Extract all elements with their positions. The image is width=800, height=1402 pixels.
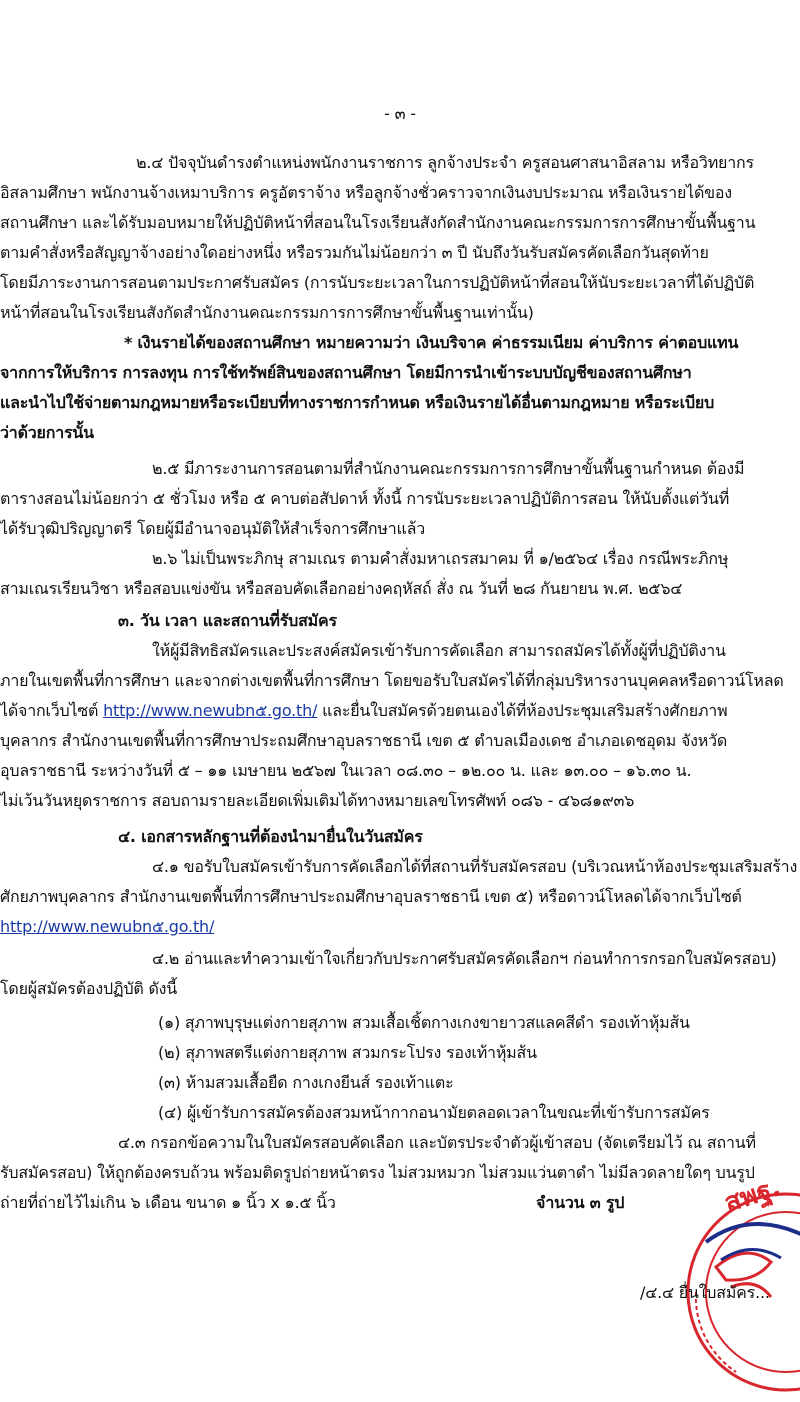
- list-item: (๔) ผู้เข้ารับการสมัครต้องสวมหน้ากากอนามัยตลอดเวลาในขณะที่เข้ารับการสมัคร: [158, 1103, 710, 1122]
- note-line-1: * เงินรายได้ของสถานศึกษา หมายความว่า เงินบริจาค ค่าธรรมเนียม ค่าบริการ ค่าตอบแทน: [124, 333, 739, 352]
- continuation-note: /๔.๔ ยื่นใบสมัคร...: [640, 1283, 770, 1302]
- s3-line-1: ให้ผู้มีสิทธิสมัครและประสงค์สมัครเข้ารับการคัดเลือก สามารถสมัครได้ทั้งผู้ที่ปฏิบัติงาน: [152, 641, 726, 660]
- website-link-2[interactable]: http://www.newubn๕.go.th/: [0, 917, 215, 936]
- s3-line-6: ไม่เว้นวันหยุดราชการ สอบถามรายละเอียดเพิ่มเติมได้ทางหมายเลขโทรศัพท์ ๐๘๖ - ๔๖๘๑๙๓๖: [0, 791, 635, 810]
- s3-line-5: อุบลราชธานี ระหว่างวันที่ ๕ – ๑๑ เมษายน ๒๕๖๗ ในเวลา ๐๘.๓๐ – ๑๒.๐๐ น. และ ๑๓.๐๐ – ๑๖.๓๐ น.: [0, 761, 692, 780]
- p43-line-2: รับสมัครสอบ) ให้ถูกต้องครบถ้วน พร้อมติดรูปถ่ายหน้าตรง ไม่สวมหมวก ไม่สวมแว่นตาดำ ไม่มีลวดลายใดๆ บนรูป: [0, 1163, 755, 1182]
- s3-line-3-post: และยื่นใบสมัครด้วยตนเองได้ที่ห้องประชุมเสริมสร้างศักยภาพ: [317, 701, 728, 720]
- s24-line-3: สถานศึกษา และได้รับมอบหมายให้ปฏิบัติหน้าที่สอนในโรงเรียนสังกัดสำนักงานคณะกรรมการการศึกษาขั้นพื้นฐาน: [0, 213, 756, 232]
- s3-line-3-pre: ได้จากเว็บไซต์: [0, 701, 104, 720]
- p41-line-1: ๔.๑ ขอรับใบสมัครเข้ารับการคัดเลือกได้ที่สถานที่รับสมัครสอบ (บริเวณหน้าห้องประชุมเสริมสร้าง: [152, 857, 798, 876]
- s24-line-5: โดยมีภาระงานการสอนตามประกาศรับสมัคร (การนับระยะเวลาในการปฏิบัติหน้าที่สอนให้นับระยะเวลาที่ได้ปฏิบัติ: [0, 273, 755, 292]
- list-item: (๑) สุภาพบุรุษแต่งกายสุภาพ สวมเสื้อเชิ้ตกางเกงขายาวสแลคสีดำ รองเท้าหุ้มส้น: [158, 1013, 690, 1032]
- s24-line-6: หน้าที่สอนในโรงเรียนสังกัดสำนักงานคณะกรรมการการศึกษาขั้นพื้นฐานเท่านั้น): [0, 303, 534, 322]
- svg-text:สพฐ.: สพฐ.: [720, 1172, 785, 1219]
- note-line-2: จากการให้บริการ การลงทุน การใช้ทรัพย์สินของสถานศึกษา โดยมีการนำเข้าระบบบัญชีของสถานศึกษา: [0, 363, 692, 382]
- p43-line-3: ถ่ายที่ถ่ายไว้ไม่เกิน ๖ เดือน ขนาด ๑ นิ้ว x ๑.๕ นิ้ว: [0, 1193, 336, 1212]
- s24-line-4: ตามคำสั่งหรือสัญญาจ้างอย่างใดอย่างหนึ่ง หรือรวมกันไม่น้อยกว่า ๓ ปี นับถึงวันรับสมัครคัดเลือกวันสุดท้าย: [0, 243, 709, 262]
- s24-line-1: ๒.๔ ปัจจุบันดำรงตำแหน่งพนักงานราชการ ลูกจ้างประจำ ครูสอนศาสนาอิสลาม หรือวิทยากร: [136, 153, 754, 172]
- s24-line-2: อิสลามศึกษา พนักงานจ้างเหมาบริการ ครูอัตราจ้าง หรือลูกจ้างชั่วคราวจากเงินงบประมาณ หรือเงินรายได้ของ: [0, 183, 732, 202]
- p42-line-1: ๔.๒ อ่านและทำความเข้าใจเกี่ยวกับประกาศรับสมัครคัดเลือกฯ ก่อนทำการกรอกใบสมัครสอบ): [152, 949, 777, 968]
- list-item: (๓) ห้ามสวมเสื้อยืด กางเกงยีนส์ รองเท้าแตะ: [158, 1073, 454, 1092]
- note-line-4: ว่าด้วยการนั้น: [0, 423, 94, 442]
- s3-line-2: ภายในเขตพื้นที่การศึกษา และจากต่างเขตพื้นที่การศึกษา โดยขอรับใบสมัครได้ที่กลุ่มบริหารงานบุคคลหรือดาวน์โหลด: [0, 671, 784, 690]
- list-item: (๒) สุภาพสตรีแต่งกายสุภาพ สวมกระโปรง รองเท้าหุ้มส้น: [158, 1043, 537, 1062]
- page-number: - ๓ -: [384, 104, 416, 123]
- s25-line-2: ตารางสอนไม่น้อยกว่า ๕ ชั่วโมง หรือ ๕ คาบต่อสัปดาห์ ทั้งนี้ การนับระยะเวลาปฏิบัติการสอน ให้นับตั้งแต่วันที่: [0, 489, 730, 508]
- section-4-heading: ๔. เอกสารหลักฐานที่ต้องนำมายื่นในวันสมัคร: [118, 827, 423, 846]
- photo-count: จำนวน ๓ รูป: [536, 1193, 625, 1212]
- p43-line-1: ๔.๓ กรอกข้อความในใบสมัครสอบคัดเลือก และบัตรประจำตัวผู้เข้าสอบ (จัดเตรียมไว้ ณ สถานที่: [118, 1133, 756, 1152]
- p41-line-2: ศักยภาพบุคลากร สำนักงานเขตพื้นที่การศึกษาประถมศึกษาอุบลราชธานี เขต ๕) หรือดาวน์โหลดได้จากเว็บไซต์: [0, 887, 742, 906]
- note-line-3: และนำไปใช้จ่ายตามกฎหมายหรือระเบียบที่ทางราชการกำหนด หรือเงินรายได้อื่นตามกฎหมาย หรือระเบียบ: [0, 393, 715, 412]
- p41-link-line: [0, 916, 214, 938]
- s25-line-3: ได้รับวุฒิปริญญาตรี โดยผู้มีอำนาจอนุมัติให้สำเร็จการศึกษาแล้ว: [0, 519, 426, 538]
- website-link[interactable]: http://www.newubn๕.go.th/: [103, 701, 318, 720]
- s25-line-1: ๒.๕ มีภาระงานการสอนตามที่สำนักงานคณะกรรมการการศึกษาขั้นพื้นฐานกำหนด ต้องมี: [152, 459, 745, 478]
- s3-line-3: [0, 700, 727, 722]
- s26-line-1: ๒.๖ ไม่เป็นพระภิกษุ สามเณร ตามคำสั่งมหาเถรสมาคม ที่ ๑/๒๕๖๔ เรื่อง กรณีพระภิกษุ: [152, 549, 729, 568]
- p42-line-2: โดยผู้สมัครต้องปฏิบัติ ดังนี้: [0, 979, 178, 998]
- s26-line-2: สามเณรเรียนวิชา หรือสอบแข่งขัน หรือสอบคัดเลือกอย่างคฤหัสถ์ สั่ง ณ วันที่ ๒๘ กันยายน พ.ศ. ๒๕๖๔: [0, 579, 683, 598]
- s3-line-4: บุคลากร สำนักงานเขตพื้นที่การศึกษาประถมศึกษาอุบลราชธานี เขต ๕ ตำบลเมืองเดช อำเภอเดชอุดม จังหวัด: [0, 731, 728, 750]
- section-3-heading: ๓. วัน เวลา และสถานที่รับสมัคร: [118, 611, 337, 630]
